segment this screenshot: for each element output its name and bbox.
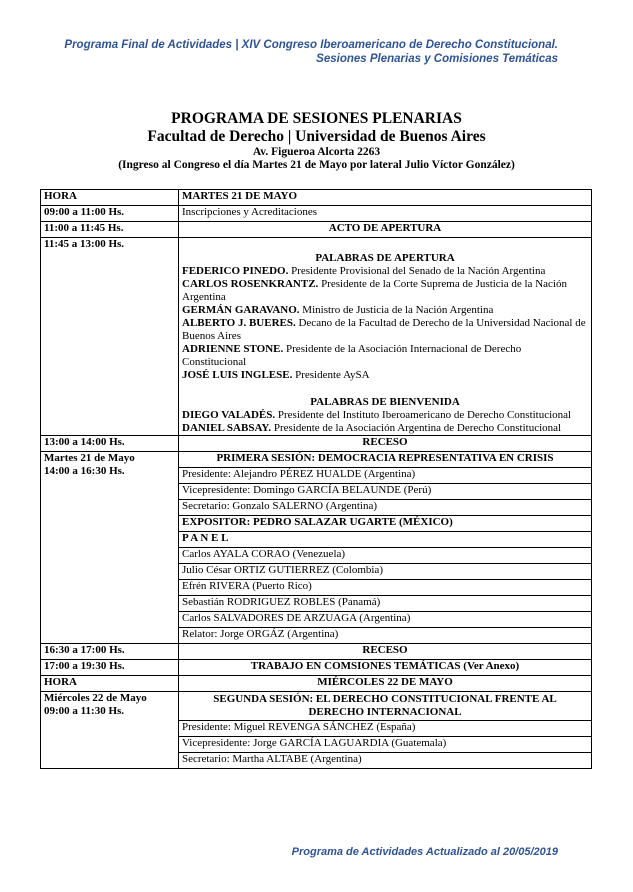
day-header: MARTES 21 DE MAYO — [179, 190, 592, 206]
page-header — [64, 38, 558, 66]
venue-title: Facultad de Derecho | Universidad de Buenos Aires — [147, 128, 486, 145]
session2-president: Presidente: Miguel REVENGA SÁNCHEZ (España) — [179, 721, 592, 737]
table-row — [41, 452, 592, 468]
activity-cell: ACTO DE APERTURA — [179, 222, 592, 238]
session1-secretary: Secretario: Gonzalo SALERNO (Argentina) — [179, 500, 592, 516]
bienvenida-heading: PALABRAS DE BIENVENIDA — [310, 396, 460, 408]
panelist: Sebastián RODRIGUEZ ROBLES (Panamá) — [179, 596, 592, 612]
speaker-entry: JOSÉ LUIS INGLESE. Presidente AySA — [182, 369, 370, 381]
apertura-heading: PALABRAS DE APERTURA — [315, 252, 455, 264]
hora-header: HORA — [41, 676, 179, 692]
table-header-row — [41, 190, 592, 206]
session2-secretary: Secretario: Martha ALTABE (Argentina) — [179, 753, 592, 769]
time-cell: 09:00 a 11:00 Hs. — [41, 206, 179, 222]
table-row — [41, 436, 592, 452]
time-cell: 11:00 a 11:45 Hs. — [41, 222, 179, 238]
session1-hours: 14:00 a 16:30 Hs. — [44, 465, 125, 477]
session1-title: PRIMERA SESIÓN: DEMOCRACIA REPRESENTATIVA EN CRISIS — [179, 452, 592, 468]
table-row — [41, 644, 592, 660]
hora-header: HORA — [41, 190, 179, 206]
time-cell: 17:00 a 19:30 Hs. — [41, 660, 179, 676]
panelist: Efrén RIVERA (Puerto Rico) — [179, 580, 592, 596]
panelist: Carlos AYALA CORAO (Venezuela) — [179, 548, 592, 564]
table-row — [41, 222, 592, 238]
table-row — [41, 660, 592, 676]
speaker-entry: ALBERTO J. BUERES. Decano de la Facultad de Derecho de la Universidad Nacional de Buenos Aires — [182, 317, 586, 342]
activity-cell: Inscripciones y Acreditaciones — [179, 206, 592, 222]
session2-day: Miércoles 22 de Mayo — [44, 692, 147, 704]
session2-vice: Vicepresidente: Jorge GARCÍA LAGUARDIA (Guatemala) — [179, 737, 592, 753]
header-line-1: Programa Final de Actividades | XIV Congreso Iberoamericano de Derecho Constitucional. — [64, 39, 558, 51]
session2-hours: 09:00 a 11:30 Hs. — [44, 705, 125, 717]
schedule-table — [40, 189, 592, 769]
speaker-entry: DIEGO VALADÉS. Presidente del Instituto Iberoamericano de Derecho Constitucional — [182, 409, 572, 421]
activity-cell: RECESO — [179, 644, 592, 660]
venue-address: Av. Figueroa Alcorta 2263 — [252, 146, 381, 158]
table-row — [41, 238, 592, 436]
session1-president: Presidente: Alejandro PÉREZ HUALDE (Argentina) — [179, 468, 592, 484]
speaker-entry: GERMÁN GARAVANO. Ministro de Justicia de la Nación Argentina — [182, 304, 494, 316]
time-cell: 11:45 a 13:00 Hs. — [41, 238, 179, 436]
time-cell: 13:00 a 14:00 Hs. — [41, 436, 179, 452]
table-row — [41, 692, 592, 721]
speaker-entry: FEDERICO PINEDO. Presidente Provisional del Senado de la Nación Argentina — [182, 265, 546, 277]
activity-cell: RECESO — [179, 436, 592, 452]
speeches-cell — [179, 238, 592, 436]
time-cell: 16:30 a 17:00 Hs. — [41, 644, 179, 660]
table-header-row — [41, 676, 592, 692]
title-block — [0, 110, 633, 172]
table-row — [41, 206, 592, 222]
day-header: MIÉRCOLES 22 DE MAYO — [179, 676, 592, 692]
panelist: Carlos SALVADORES DE ARZUAGA (Argentina) — [179, 612, 592, 628]
session1-relator: Relator: Jorge ORGÁZ (Argentina) — [179, 628, 592, 644]
speaker-entry: ADRIENNE STONE. Presidente de la Asociación Internacional de Derecho Constitucional — [182, 343, 522, 368]
session1-day: Martes 21 de Mayo — [44, 452, 135, 464]
speaker-entry: CARLOS ROSENKRANTZ. Presidente de la Corte Suprema de Justicia de la Nación Argentina — [182, 278, 567, 303]
entry-note: (Ingreso al Congreso el día Martes 21 de Mayo por lateral Julio Víctor González) — [118, 159, 515, 171]
speaker-entry: DANIEL SABSAY. Presidente de la Asociación Argentina de Derecho Constitucional — [182, 422, 562, 434]
session2-time-cell — [41, 692, 179, 769]
page-footer: Programa de Actividades Actualizado al 20/05/2019 — [291, 846, 558, 858]
session1-vice: Vicepresidente: Domingo GARCÍA BELAUNDE (Perú) — [179, 484, 592, 500]
activity-cell: TRABAJO EN COMSIONES TEMÁTICAS (Ver Anexo) — [179, 660, 592, 676]
session1-expositor: EXPOSITOR: PEDRO SALAZAR UGARTE (MÉXICO) — [179, 516, 592, 532]
header-line-2: Sesiones Plenarias y Comisiones Temáticas — [316, 53, 558, 65]
session1-panel: P A N E L — [179, 532, 592, 548]
program-title: PROGRAMA DE SESIONES PLENARIAS — [171, 110, 462, 127]
session1-time-cell — [41, 452, 179, 644]
session2-title: SEGUNDA SESIÓN: EL DERECHO CONSTITUCIONAL FRENTE AL DERECHO INTERNACIONAL — [179, 692, 592, 721]
panelist: Julio César ORTIZ GUTIERREZ (Colombia) — [179, 564, 592, 580]
